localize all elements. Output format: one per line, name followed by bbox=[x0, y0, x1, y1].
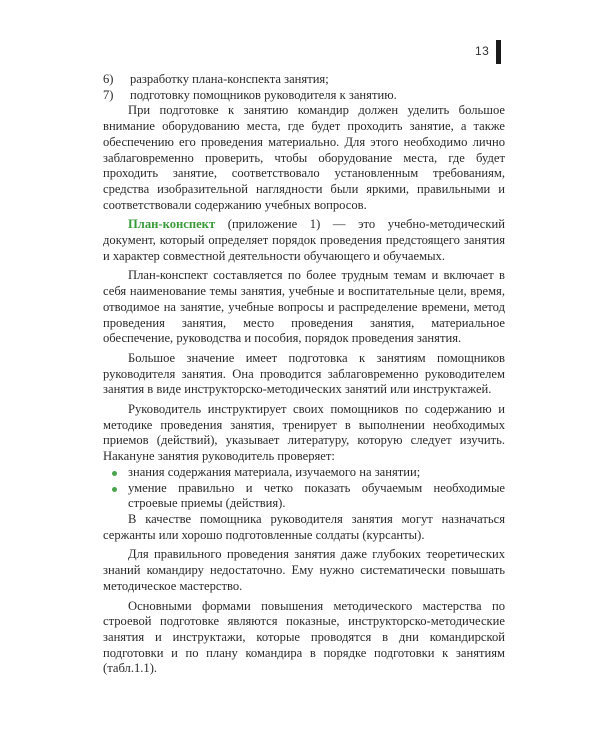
paragraph-assistants-prep: Большое значение имеет подготовка к занятиям помощников руководителя занятия. Она проводится заблаговременно руководителем занятия в виде инструкторско-методических занятий или инструктажей. bbox=[103, 350, 505, 397]
bullet-item bbox=[103, 481, 505, 512]
term-plan-konspekt: План-конспект bbox=[128, 217, 216, 232]
bullet-icon bbox=[103, 481, 128, 512]
paragraph-preparation: При подготовке к занятию командир должен уделить большое внимание оборудованию места, где будет проходить занятие, а также обеспечению его проведения материально. Для этого необходимо лично заблаговременно проверить, чтобы оборудование места, где будет проходить занятие, соответствовало установленным требованиям, средства изобразительной наглядности были яркими, правильными и соответствовали содержанию учебных вопросов. bbox=[103, 103, 505, 212]
paragraph-plan-contents: План-конспект составляется по более трудным темам и включает в себя наименование темы занятия, учебные и воспитательные цели, время, отводимое на занятие, учебные вопросы и распределение времени, метод проведения занятия, место проведения занятия, материальное обеспечение, руководства и пособия, порядок проведения занятия. bbox=[103, 268, 505, 346]
body-text bbox=[103, 72, 505, 677]
numbered-list-item bbox=[103, 88, 505, 104]
bullet-list bbox=[103, 465, 505, 512]
numbered-list-item bbox=[103, 72, 505, 88]
bullet-icon bbox=[103, 465, 128, 481]
paragraph-assistant-selection: В качестве помощника руководителя занятия могут назначаться сержанты или хорошо подготовленные солдаты (курсанты). bbox=[103, 511, 505, 542]
list-item-text: подготовку помощников руководителя к занятию. bbox=[130, 87, 397, 102]
list-item-number: 7) bbox=[103, 87, 114, 102]
bullet-text: знания содержания материала, изучаемого на занятии; bbox=[128, 464, 421, 479]
paragraph-instruction: Руководитель инструктирует своих помощников по содержанию и методике проведения занятия, тренирует в выполнении необходимых приемов (действий), указывает литературу, которую следует изучить. Накануне занятия руководитель проверяет: bbox=[103, 402, 505, 464]
list-item-number: 6) bbox=[103, 72, 114, 86]
page-number: 13 bbox=[475, 44, 490, 58]
bullet-item bbox=[103, 465, 505, 481]
page-number-bar bbox=[496, 40, 501, 64]
paragraph-forms: Основными формами повышения методического мастерства по строевой подготовке являются показные, инструкторско-методические занятия и инструктажи, которые проводятся в дни командирской подготовки и по плану командира в порядке подготовки к занятиям (табл.1.1). bbox=[103, 598, 505, 676]
list-item-text: разработку плана-конспекта занятия; bbox=[130, 72, 329, 86]
paragraph-methodical-skill: Для правильного проведения занятия даже глубоких теоретических знаний командиру недостаточно. Ему нужно систематически повышать методическое мастерство. bbox=[103, 547, 505, 593]
paragraph-plan-definition bbox=[103, 217, 505, 264]
definition-text: (приложение 1) — это учебно-методический документ, который определяет порядок проведения предстоящего занятия и характер совместной деятельности обучающего и обучаемых. bbox=[103, 217, 505, 263]
bullet-text: умение правильно и четко показать обучаемым необходимые строевые приемы (действия). bbox=[128, 480, 505, 511]
